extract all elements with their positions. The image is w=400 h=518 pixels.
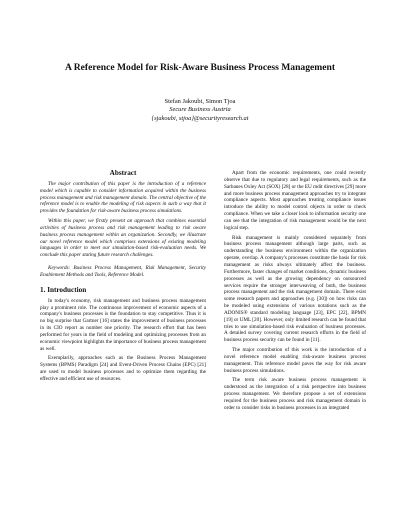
right-paragraph-2: Risk management is mainly considered separately from business process management although large parts, such as understanding the business environment within the organization operate, overlap. A company's processes constitute the basis for risk management as risks always ultimately affect the business. Furthermore, faster changes of market conditions, dynamic business processes as well as the growing dependency on outsourced services require the stronger interweaving of both, the business process management and the risk management domain. There exist some research papers and approaches (e.g. [30]) on how risks can be modeled using extensions of various notations such as the ADONIS® standard modeling language [23], EPC [22], BPMN [19] or UML [20]. However, only limited research can be found that tries to use simulation-based risk evaluation of business processes. A detailed survey covering current research efforts in the field of business process security can be found in [11]. [224, 234, 366, 344]
left-column [40, 170, 206, 386]
abstract-paragraph-2: Within this paper, we firstly present an approach that combines essential activities of business process and risk management leading to risk aware business process management within an organization. Secondly, we illustrate our novel reference model which comprises extensions of existing modeling languages in order to meet our simulation-based risk-evaluation needs. We conclude this paper stating future research challenges. [40, 218, 206, 259]
right-paragraph-1: Apart from the economic requirements, one could recently observe that due to regulatory and legal requirements, such as the Sarbanes Oxley Act (SOX) [28] or the EU mdit directives [29] more and more business process management approaches try to integrate compliance aspects. Most approaches treating compliance issues introduce the ability to model control objects in order to check compliance. When we take a closer look to information security one can see that the integration of risk management would be the next logical step. [224, 170, 366, 231]
abstract [40, 170, 206, 279]
abstract-heading: Abstract [109, 169, 137, 177]
intro-paragraph-2: Exemplarily, approaches such as the Business Process Management Systems (BPMS) Paradigm [24] and Event-Driven Process Chains (EPC) [21] are used to model business processes and to optimize them regarding the effective and efficient use of resources. [40, 355, 206, 382]
keywords: Keywords: Business Process Management, Risk Management, Security Enablement Methods and Tools, Reference Model. [40, 265, 206, 278]
introduction [40, 287, 206, 383]
right-column [224, 170, 366, 415]
author-email: {sjakoubi, stjoa}@securityresearch.at [151, 114, 249, 122]
abstract-paragraph-1: The major contribution of this paper is the introduction of a reference model which is capable to consider information acquired within the business process management and risk management domain. The central objective of the reference model is to enable the modeling of risk aspects in such a way that it provides the foundation for risk-aware business process simulations. [40, 180, 206, 215]
paper-title: A Reference Model for Risk-Aware Business Process Management [64, 62, 336, 73]
right-paragraph-4: The term risk aware business process management is understood as the integration of a risk perspective into business process management. We therefore propose a set of extensions required for the business process and risk management domain in order to consider risks in business processes in an integrated [224, 377, 366, 411]
affiliation: Secure Business Austria [169, 106, 231, 114]
section-heading-introduction: 1. Introduction [40, 285, 87, 294]
author-block [0, 98, 400, 123]
intro-paragraph-1: In today's economy, risk management and business process management play a prominent role. The continuous improvement of economic aspects of a company's business processes is the foundation to stay competitive. Thus it is no big surprise that Gartner [16] states the improvement of business processes in its CIO report as number one priority. The research effort that has been performed for years in the field of modeling and optimizing processes from an economic viewpoint highlights the importance of business process management as well. [40, 297, 206, 352]
right-paragraph-3: The major contribution of this work is the introduction of a novel reference model enabling risk-aware business process management. This reference model paves the way for risk aware business process simulations. [224, 347, 366, 374]
author-names: Stefan Jakoubi, Simon Tjoa [164, 98, 236, 105]
